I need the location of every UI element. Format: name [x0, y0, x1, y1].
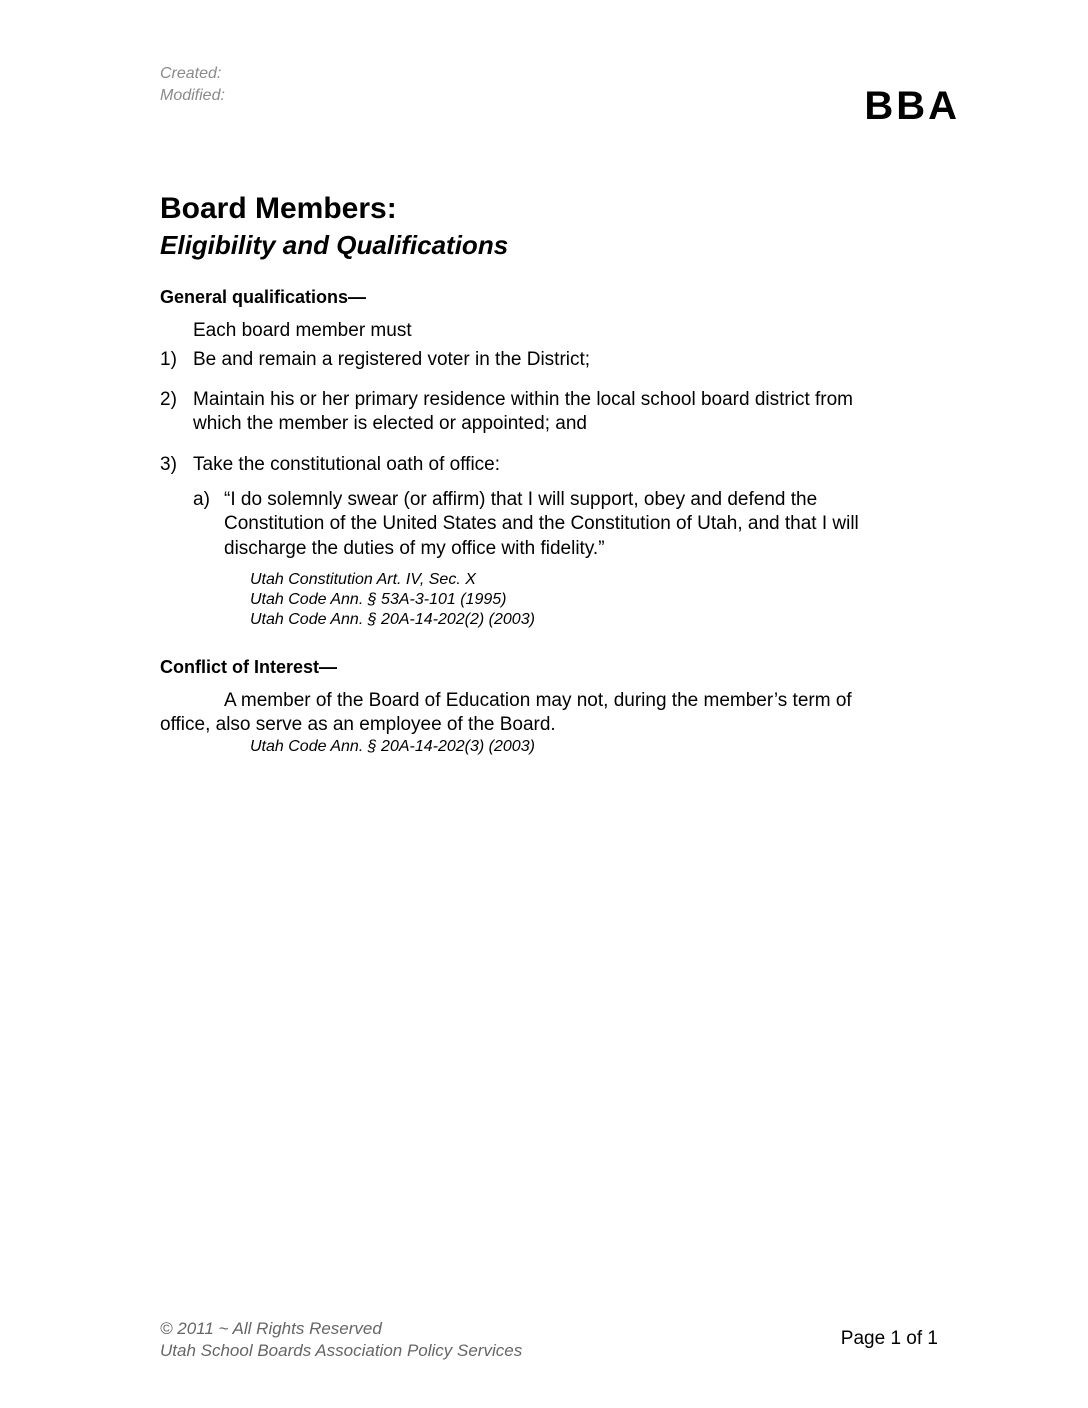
conflict-line2: office, also serve as an employee of the Board.: [160, 714, 556, 735]
policy-code: BBA: [864, 84, 960, 128]
list-item-1-number: 1): [160, 349, 177, 370]
document-subtitle: Eligibility and Qualifications: [160, 230, 509, 260]
citation-utah-constitution: Utah Constitution Art. IV, Sec. X: [250, 571, 476, 588]
modified-label: Modified:: [160, 87, 225, 104]
page-number: Page 1 of 1: [840, 1328, 938, 1349]
list-item-3-text: Take the constitutional oath of office:: [193, 454, 501, 475]
general-qualifications-heading: General qualifications—: [160, 287, 367, 307]
footer-organization: Utah School Boards Association Policy Services: [160, 1341, 523, 1360]
citation-20a-14-202-2: Utah Code Ann. § 20A-14-202(2) (2003): [250, 611, 535, 628]
list-item-2-number: 2): [160, 389, 177, 410]
oath-line1: “I do solemnly swear (or affirm) that I will support, obey and defend the: [224, 489, 818, 510]
list-item-2-text-line1: Maintain his or her primary residence within the local school board district from: [193, 389, 853, 410]
list-item-3-number: 3): [160, 454, 177, 475]
citation-53a-3-101: Utah Code Ann. § 53A-3-101 (1995): [250, 591, 507, 608]
conflict-line1: A member of the Board of Education may not, during the member’s term of: [224, 690, 852, 711]
created-label: Created:: [160, 65, 222, 82]
conflict-of-interest-heading: Conflict of Interest—: [160, 657, 338, 677]
general-qualifications-intro: Each board member must: [193, 320, 412, 341]
oath-line3: discharge the duties of my office with fidelity.”: [224, 538, 605, 559]
document-title: Board Members:: [160, 192, 397, 225]
oath-letter: a): [193, 489, 210, 510]
oath-line2: Constitution of the United States and the Constitution of Utah, and that I will: [224, 513, 859, 534]
footer-copyright: © 2011 ~ All Rights Reserved: [160, 1319, 382, 1338]
citation-20a-14-202-3: Utah Code Ann. § 20A-14-202(3) (2003): [250, 738, 535, 755]
list-item-1-text: Be and remain a registered voter in the District;: [193, 349, 591, 370]
list-item-2-text-line2: which the member is elected or appointed; and: [193, 413, 587, 434]
